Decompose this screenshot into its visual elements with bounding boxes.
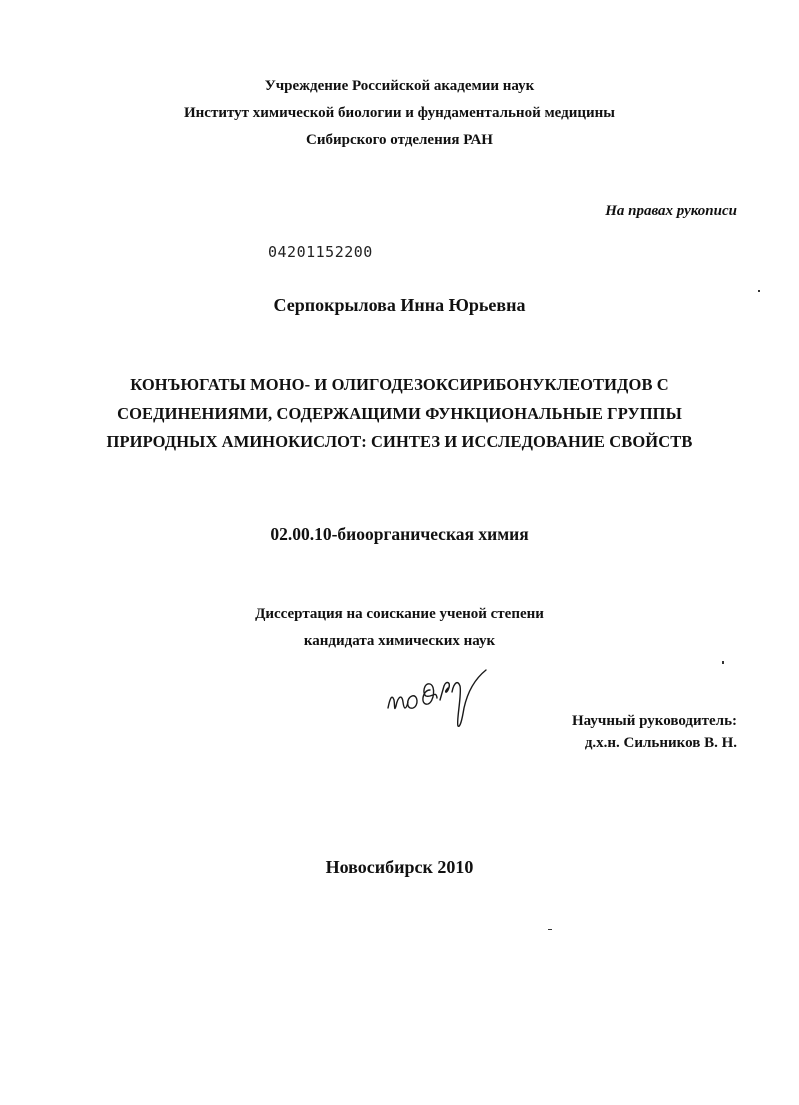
- title-line-1: КОНЪЮГАТЫ МОНО- И ОЛИГОДЕЗОКСИРИБОНУКЛЕОТИДОВ С: [130, 375, 669, 394]
- title-line-3: ПРИРОДНЫХ АМИНОКИСЛОТ: СИНТЕЗ И ИССЛЕДОВАНИЕ СВОЙСТВ: [106, 432, 693, 451]
- institution-line-2: Институт химической биологии и фундаментальной медицины: [183, 105, 616, 121]
- dissertation-line-2: кандидата химических наук: [303, 633, 496, 649]
- author-name: Серпокрылова Инна Юрьевна: [273, 295, 526, 315]
- handwritten-signature: [382, 660, 492, 730]
- supervisor-name: д.х.н. Сильников В. Н.: [584, 735, 737, 751]
- specialty-code: 02.00.10-биоорганическая химия: [270, 524, 529, 544]
- title-line-2: СОЕДИНЕНИЯМИ, СОДЕРЖАЩИМИ ФУНКЦИОНАЛЬНЫЕ ГРУППЫ: [117, 404, 682, 423]
- dissertation-line-1: Диссертация на соискание ученой степени: [255, 606, 544, 622]
- scan-speck: [758, 290, 760, 292]
- manuscript-rights-note: На правах рукописи: [605, 203, 737, 219]
- institution-line-3: Сибирского отделения РАН: [306, 132, 493, 148]
- archive-code: 04201152200: [268, 243, 373, 261]
- institution-line-1: Учреждение Российской академии наук: [264, 78, 535, 94]
- city-year: Новосибирск 2010: [325, 857, 474, 877]
- supervisor-label: Научный руководитель:: [572, 713, 737, 729]
- scan-speck: [548, 929, 552, 930]
- scan-speck: [722, 661, 724, 664]
